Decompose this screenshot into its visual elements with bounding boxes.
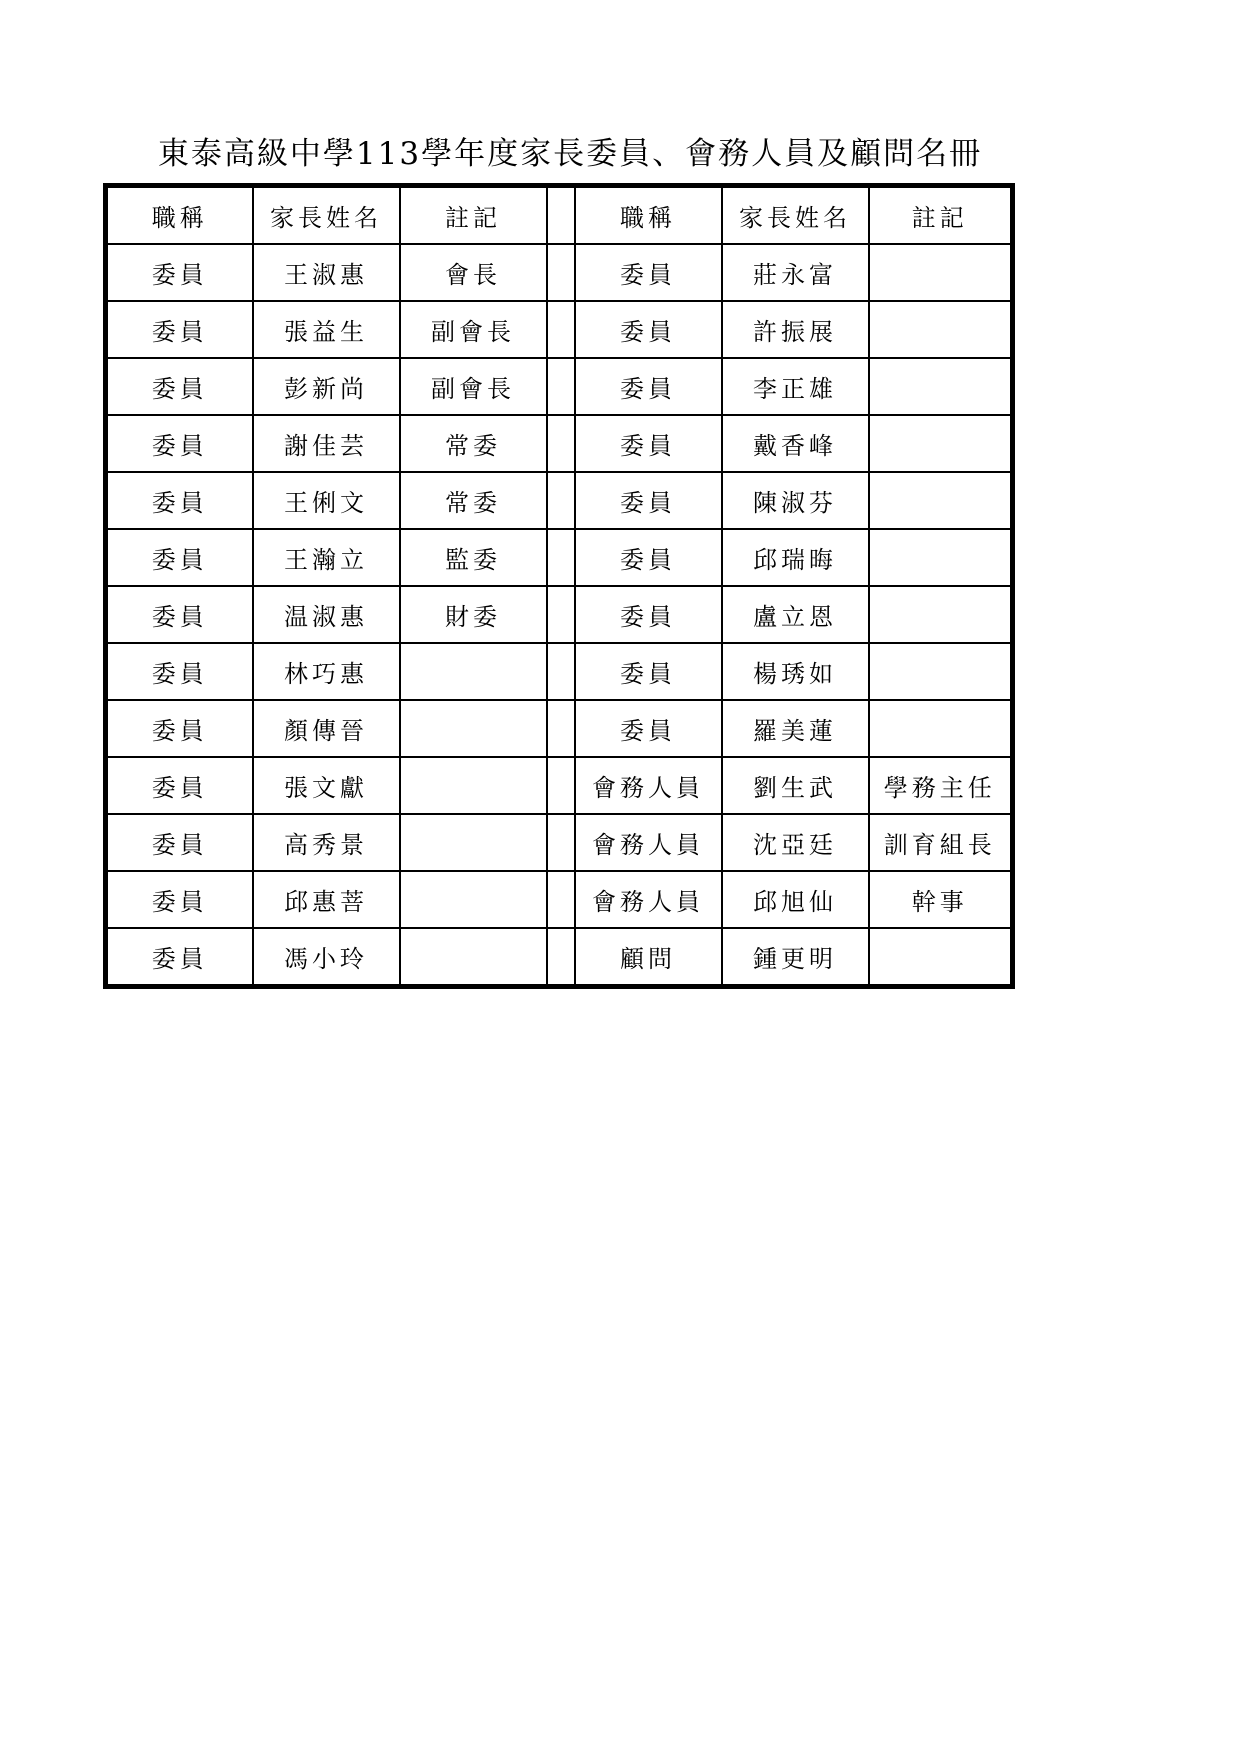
table-row — [106, 700, 1013, 757]
header-name-right: 家長姓名 — [722, 186, 869, 245]
cell-note-left: 常委 — [400, 415, 547, 472]
cell-title-right: 委員 — [575, 529, 722, 586]
cell-note-right — [869, 928, 1013, 987]
cell-note-left — [400, 814, 547, 871]
cell-note-right — [869, 700, 1013, 757]
table-row — [106, 643, 1013, 700]
cell-title-right: 會務人員 — [575, 757, 722, 814]
cell-name-left: 顏傳晉 — [253, 700, 400, 757]
cell-title-left: 委員 — [106, 643, 253, 700]
cell-name-right: 陳淑芬 — [722, 472, 869, 529]
cell-title-left: 委員 — [106, 472, 253, 529]
cell-title-right: 委員 — [575, 586, 722, 643]
cell-name-left: 王淑惠 — [253, 244, 400, 301]
cell-title-right: 會務人員 — [575, 871, 722, 928]
cell-name-left: 彭新尚 — [253, 358, 400, 415]
cell-name-right: 劉生武 — [722, 757, 869, 814]
cell-name-right: 許振展 — [722, 301, 869, 358]
cell-title-right: 委員 — [575, 244, 722, 301]
header-name-left: 家長姓名 — [253, 186, 400, 245]
column-divider — [547, 871, 575, 928]
cell-note-left: 副會長 — [400, 358, 547, 415]
column-divider — [547, 244, 575, 301]
cell-name-right: 邱旭仙 — [722, 871, 869, 928]
cell-note-left: 財委 — [400, 586, 547, 643]
cell-note-right — [869, 472, 1013, 529]
column-divider — [547, 643, 575, 700]
column-divider — [547, 814, 575, 871]
cell-title-left: 委員 — [106, 529, 253, 586]
cell-title-left: 委員 — [106, 586, 253, 643]
cell-note-right: 幹事 — [869, 871, 1013, 928]
cell-title-right: 委員 — [575, 472, 722, 529]
cell-name-right: 羅美蓮 — [722, 700, 869, 757]
table-row — [106, 928, 1013, 987]
cell-note-left: 副會長 — [400, 301, 547, 358]
cell-name-left: 謝佳芸 — [253, 415, 400, 472]
cell-note-right: 學務主任 — [869, 757, 1013, 814]
table-row — [106, 757, 1013, 814]
cell-note-right — [869, 358, 1013, 415]
cell-name-right: 莊永富 — [722, 244, 869, 301]
cell-title-right: 委員 — [575, 415, 722, 472]
cell-title-left: 委員 — [106, 415, 253, 472]
column-divider — [547, 757, 575, 814]
cell-title-left: 委員 — [106, 358, 253, 415]
column-divider — [547, 301, 575, 358]
roster-body — [106, 186, 1013, 987]
table-row — [106, 415, 1013, 472]
cell-name-left: 高秀景 — [253, 814, 400, 871]
page-title: 東泰高級中學113學年度家長委員、會務人員及顧問名冊 — [157, 136, 983, 172]
cell-title-right: 委員 — [575, 700, 722, 757]
cell-name-right: 沈亞廷 — [722, 814, 869, 871]
cell-title-right: 委員 — [575, 358, 722, 415]
cell-name-right: 楊琇如 — [722, 643, 869, 700]
table-row — [106, 871, 1013, 928]
column-divider — [547, 700, 575, 757]
cell-title-left: 委員 — [106, 700, 253, 757]
cell-note-left: 會長 — [400, 244, 547, 301]
column-divider — [547, 529, 575, 586]
cell-title-left: 委員 — [106, 871, 253, 928]
cell-title-left: 委員 — [106, 301, 253, 358]
table-row — [106, 244, 1013, 301]
cell-name-right: 盧立恩 — [722, 586, 869, 643]
cell-note-left — [400, 757, 547, 814]
cell-name-right: 邱瑞晦 — [722, 529, 869, 586]
column-divider — [547, 928, 575, 987]
column-divider — [547, 415, 575, 472]
cell-name-left: 張文獻 — [253, 757, 400, 814]
cell-title-left: 委員 — [106, 928, 253, 987]
roster-table — [103, 183, 1015, 989]
cell-note-left — [400, 928, 547, 987]
cell-note-left — [400, 643, 547, 700]
cell-name-right: 戴香峰 — [722, 415, 869, 472]
cell-title-right: 會務人員 — [575, 814, 722, 871]
cell-title-right: 委員 — [575, 301, 722, 358]
cell-note-right — [869, 301, 1013, 358]
cell-note-right — [869, 244, 1013, 301]
header-title-left: 職稱 — [106, 186, 253, 245]
cell-note-right: 訓育組長 — [869, 814, 1013, 871]
column-divider — [547, 586, 575, 643]
table-row — [106, 358, 1013, 415]
table-row — [106, 529, 1013, 586]
header-note-right: 註記 — [869, 186, 1013, 245]
cell-name-left: 温淑惠 — [253, 586, 400, 643]
cell-title-left: 委員 — [106, 757, 253, 814]
cell-name-left: 王俐文 — [253, 472, 400, 529]
cell-title-right: 委員 — [575, 643, 722, 700]
cell-name-right: 李正雄 — [722, 358, 869, 415]
cell-note-right — [869, 586, 1013, 643]
cell-title-left: 委員 — [106, 244, 253, 301]
table-row — [106, 301, 1013, 358]
header-note-left: 註記 — [400, 186, 547, 245]
cell-note-right — [869, 415, 1013, 472]
cell-title-right: 顧問 — [575, 928, 722, 987]
cell-name-left: 王瀚立 — [253, 529, 400, 586]
table-header-row — [106, 186, 1013, 245]
cell-note-left — [400, 871, 547, 928]
cell-name-right: 鍾更明 — [722, 928, 869, 987]
cell-note-left — [400, 700, 547, 757]
cell-name-left: 邱惠菩 — [253, 871, 400, 928]
cell-note-left: 常委 — [400, 472, 547, 529]
table-row — [106, 586, 1013, 643]
cell-name-left: 張益生 — [253, 301, 400, 358]
column-divider — [547, 186, 575, 245]
cell-name-left: 馮小玲 — [253, 928, 400, 987]
cell-note-right — [869, 529, 1013, 586]
table-row — [106, 472, 1013, 529]
column-divider — [547, 358, 575, 415]
header-title-right: 職稱 — [575, 186, 722, 245]
cell-note-left: 監委 — [400, 529, 547, 586]
cell-name-left: 林巧惠 — [253, 643, 400, 700]
cell-title-left: 委員 — [106, 814, 253, 871]
column-divider — [547, 472, 575, 529]
table-row — [106, 814, 1013, 871]
cell-note-right — [869, 643, 1013, 700]
